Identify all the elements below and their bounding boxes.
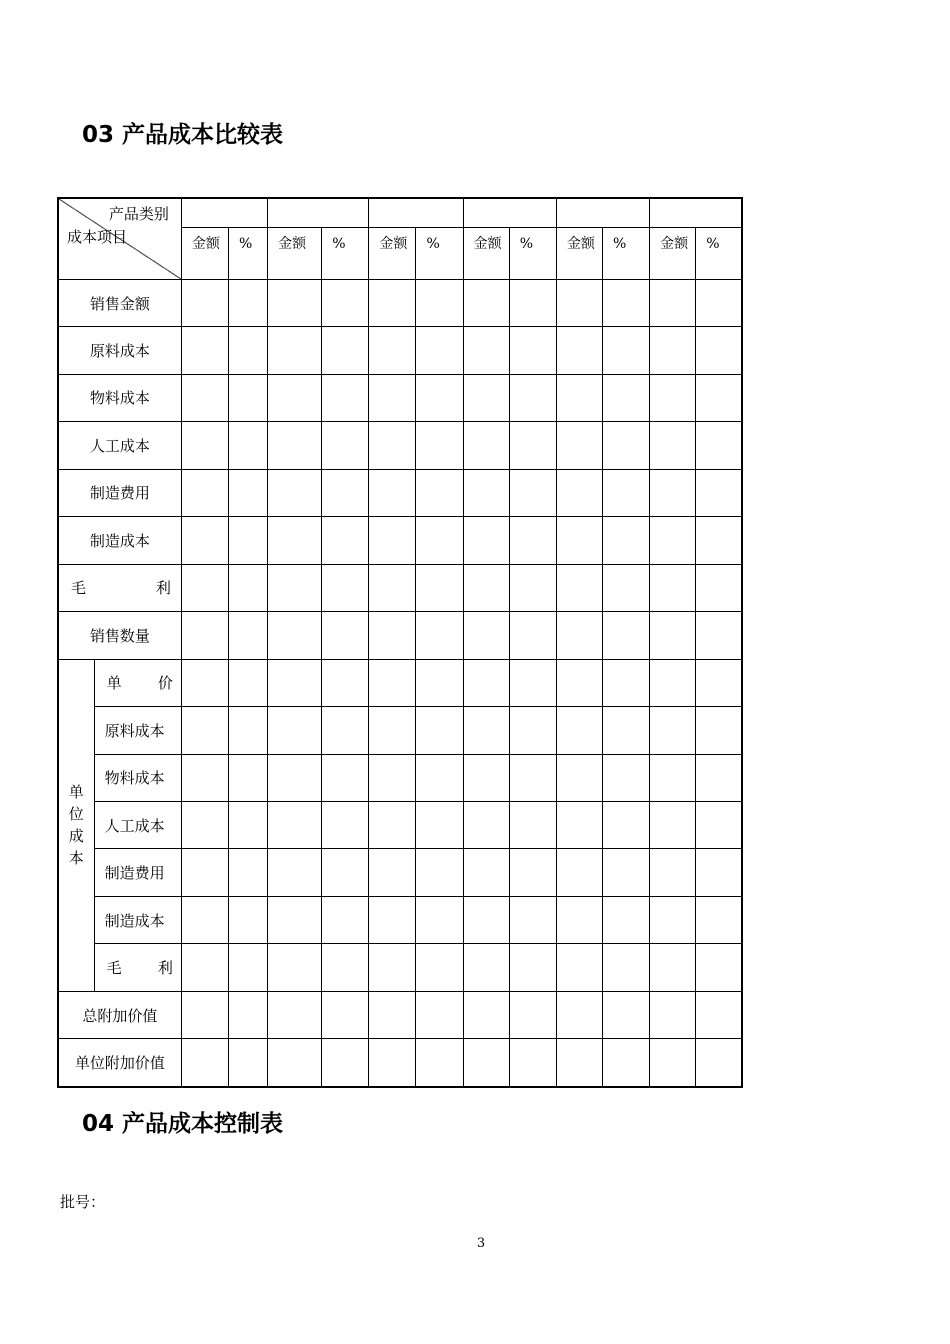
data-cell[interactable] bbox=[463, 612, 509, 659]
table-row bbox=[58, 564, 742, 611]
data-cell[interactable] bbox=[369, 896, 416, 943]
data-cell[interactable] bbox=[650, 944, 696, 991]
data-cell[interactable] bbox=[650, 469, 696, 516]
data-cell[interactable] bbox=[463, 707, 509, 754]
data-cell[interactable] bbox=[322, 422, 369, 469]
data-cell[interactable] bbox=[268, 944, 322, 991]
data-cell[interactable] bbox=[181, 896, 228, 943]
data-cell[interactable] bbox=[369, 659, 416, 706]
category-header-cell[interactable] bbox=[268, 198, 369, 228]
table-row bbox=[58, 327, 742, 374]
data-cell[interactable] bbox=[228, 707, 267, 754]
data-cell[interactable] bbox=[696, 707, 742, 754]
data-cell[interactable] bbox=[509, 849, 556, 896]
data-cell[interactable] bbox=[602, 374, 649, 421]
data-cell[interactable] bbox=[416, 279, 463, 326]
data-cell[interactable] bbox=[322, 849, 369, 896]
table-row bbox=[58, 944, 742, 991]
data-cell[interactable] bbox=[228, 422, 267, 469]
data-cell[interactable] bbox=[602, 564, 649, 611]
data-cell[interactable] bbox=[650, 374, 696, 421]
corner-label-cost-item: 成本项目 bbox=[67, 228, 128, 246]
data-cell[interactable] bbox=[602, 517, 649, 564]
data-cell[interactable] bbox=[369, 374, 416, 421]
data-cell[interactable] bbox=[463, 327, 509, 374]
data-cell[interactable] bbox=[322, 991, 369, 1038]
data-cell[interactable] bbox=[463, 991, 509, 1038]
data-cell[interactable] bbox=[268, 612, 322, 659]
subheader-amount: 金额 bbox=[369, 228, 416, 280]
data-cell[interactable] bbox=[369, 327, 416, 374]
group-label-char: 单 bbox=[68, 783, 84, 802]
data-cell[interactable] bbox=[268, 517, 322, 564]
data-cell[interactable] bbox=[181, 374, 228, 421]
table-row bbox=[58, 374, 742, 421]
row-label: 制造费用 bbox=[58, 469, 181, 516]
data-cell[interactable] bbox=[602, 659, 649, 706]
data-cell[interactable] bbox=[181, 801, 228, 848]
data-cell[interactable] bbox=[416, 754, 463, 801]
data-cell[interactable] bbox=[322, 327, 369, 374]
category-header-cell[interactable] bbox=[650, 198, 742, 228]
data-cell[interactable] bbox=[556, 849, 602, 896]
data-cell[interactable] bbox=[181, 517, 228, 564]
unit-row-label: 制造费用 bbox=[94, 849, 181, 896]
unit-cost-group-label bbox=[58, 659, 94, 991]
data-cell[interactable] bbox=[369, 517, 416, 564]
data-cell[interactable] bbox=[463, 564, 509, 611]
data-cell[interactable] bbox=[369, 469, 416, 516]
data-cell[interactable] bbox=[509, 896, 556, 943]
data-cell[interactable] bbox=[556, 279, 602, 326]
data-cell[interactable] bbox=[650, 659, 696, 706]
category-header-cell[interactable] bbox=[369, 198, 463, 228]
data-cell[interactable] bbox=[556, 944, 602, 991]
data-cell[interactable] bbox=[369, 612, 416, 659]
data-cell[interactable] bbox=[228, 896, 267, 943]
data-cell[interactable] bbox=[181, 707, 228, 754]
unit-row-label: 单 价 bbox=[94, 659, 181, 706]
subheader-percent: % bbox=[509, 228, 556, 280]
data-cell[interactable] bbox=[181, 1039, 228, 1087]
data-cell[interactable] bbox=[696, 754, 742, 801]
data-cell[interactable] bbox=[416, 896, 463, 943]
row-label: 单位附加价值 bbox=[58, 1039, 181, 1087]
data-cell[interactable] bbox=[696, 374, 742, 421]
row-label: 毛 利 bbox=[58, 564, 181, 611]
data-cell[interactable] bbox=[463, 469, 509, 516]
table-row bbox=[58, 612, 742, 659]
data-cell[interactable] bbox=[509, 1039, 556, 1087]
data-cell[interactable] bbox=[650, 896, 696, 943]
data-cell[interactable] bbox=[650, 422, 696, 469]
data-cell[interactable] bbox=[556, 564, 602, 611]
subheader-percent: % bbox=[228, 228, 267, 280]
data-cell[interactable] bbox=[228, 849, 267, 896]
subheader-percent: % bbox=[696, 228, 742, 280]
data-cell[interactable] bbox=[509, 422, 556, 469]
row-label: 销售数量 bbox=[58, 612, 181, 659]
subheader-amount: 金额 bbox=[463, 228, 509, 280]
data-cell[interactable] bbox=[416, 659, 463, 706]
data-cell[interactable] bbox=[369, 944, 416, 991]
data-cell[interactable] bbox=[602, 327, 649, 374]
data-cell[interactable] bbox=[696, 564, 742, 611]
data-cell[interactable] bbox=[416, 944, 463, 991]
data-cell[interactable] bbox=[509, 659, 556, 706]
subheader-percent: % bbox=[322, 228, 369, 280]
data-cell[interactable] bbox=[556, 659, 602, 706]
unit-row-label: 原料成本 bbox=[94, 707, 181, 754]
data-cell[interactable] bbox=[369, 754, 416, 801]
data-cell[interactable] bbox=[416, 422, 463, 469]
data-cell[interactable] bbox=[181, 944, 228, 991]
row-label: 总附加价值 bbox=[58, 991, 181, 1038]
data-cell[interactable] bbox=[416, 517, 463, 564]
row-label: 物料成本 bbox=[58, 374, 181, 421]
data-cell[interactable] bbox=[268, 422, 322, 469]
data-cell[interactable] bbox=[416, 612, 463, 659]
header-row-categories bbox=[58, 198, 742, 228]
data-cell[interactable] bbox=[228, 374, 267, 421]
data-cell[interactable] bbox=[650, 327, 696, 374]
data-cell[interactable] bbox=[509, 564, 556, 611]
data-cell[interactable] bbox=[602, 612, 649, 659]
data-cell[interactable] bbox=[509, 327, 556, 374]
data-cell[interactable] bbox=[650, 801, 696, 848]
data-cell[interactable] bbox=[369, 1039, 416, 1087]
data-cell[interactable] bbox=[322, 707, 369, 754]
table-row bbox=[58, 1039, 742, 1087]
data-cell[interactable] bbox=[181, 327, 228, 374]
section-title-cost-comparison: 03 产品成本比较表 bbox=[82, 122, 284, 148]
subheader-amount: 金额 bbox=[556, 228, 602, 280]
table-row bbox=[58, 991, 742, 1038]
data-cell[interactable] bbox=[228, 944, 267, 991]
table-row bbox=[58, 754, 742, 801]
data-cell[interactable] bbox=[650, 564, 696, 611]
data-cell[interactable] bbox=[509, 279, 556, 326]
data-cell[interactable] bbox=[650, 1039, 696, 1087]
data-cell[interactable] bbox=[268, 469, 322, 516]
data-cell[interactable] bbox=[228, 469, 267, 516]
data-cell[interactable] bbox=[416, 327, 463, 374]
subheader-percent: % bbox=[602, 228, 649, 280]
data-cell[interactable] bbox=[268, 896, 322, 943]
data-cell[interactable] bbox=[416, 1039, 463, 1087]
data-cell[interactable] bbox=[228, 327, 267, 374]
unit-row-label: 人工成本 bbox=[94, 801, 181, 848]
table-row bbox=[58, 469, 742, 516]
data-cell[interactable] bbox=[228, 612, 267, 659]
data-cell[interactable] bbox=[322, 612, 369, 659]
data-cell[interactable] bbox=[556, 469, 602, 516]
subheader-percent: % bbox=[416, 228, 463, 280]
data-cell[interactable] bbox=[602, 754, 649, 801]
table-row bbox=[58, 517, 742, 564]
data-cell[interactable] bbox=[268, 1039, 322, 1087]
category-header-cell[interactable] bbox=[181, 198, 267, 228]
data-cell[interactable] bbox=[369, 564, 416, 611]
data-cell[interactable] bbox=[181, 469, 228, 516]
corner-header-cell bbox=[58, 198, 181, 279]
data-cell[interactable] bbox=[228, 564, 267, 611]
data-cell[interactable] bbox=[463, 849, 509, 896]
data-cell[interactable] bbox=[650, 279, 696, 326]
data-cell[interactable] bbox=[556, 801, 602, 848]
data-cell[interactable] bbox=[602, 469, 649, 516]
data-cell[interactable] bbox=[369, 991, 416, 1038]
data-cell[interactable] bbox=[369, 279, 416, 326]
data-cell[interactable] bbox=[322, 374, 369, 421]
table-row bbox=[58, 801, 742, 848]
data-cell[interactable] bbox=[602, 801, 649, 848]
data-cell[interactable] bbox=[509, 754, 556, 801]
row-label: 人工成本 bbox=[58, 422, 181, 469]
data-cell[interactable] bbox=[509, 707, 556, 754]
data-cell[interactable] bbox=[509, 944, 556, 991]
data-cell[interactable] bbox=[416, 469, 463, 516]
data-cell[interactable] bbox=[181, 991, 228, 1038]
product-cost-comparison-table bbox=[57, 197, 743, 1088]
data-cell[interactable] bbox=[509, 469, 556, 516]
data-cell[interactable] bbox=[602, 1039, 649, 1087]
data-cell[interactable] bbox=[268, 659, 322, 706]
corner-label-product-category: 产品类别 bbox=[108, 205, 169, 223]
data-cell[interactable] bbox=[602, 944, 649, 991]
group-label-char: 位 bbox=[68, 805, 84, 824]
data-cell[interactable] bbox=[463, 801, 509, 848]
data-cell[interactable] bbox=[322, 1039, 369, 1087]
data-cell[interactable] bbox=[650, 707, 696, 754]
data-cell[interactable] bbox=[228, 991, 267, 1038]
category-header-cell[interactable] bbox=[556, 198, 649, 228]
data-cell[interactable] bbox=[696, 944, 742, 991]
data-cell[interactable] bbox=[696, 327, 742, 374]
data-cell[interactable] bbox=[268, 849, 322, 896]
data-cell[interactable] bbox=[556, 612, 602, 659]
data-cell[interactable] bbox=[322, 659, 369, 706]
table-row bbox=[58, 659, 742, 706]
data-cell[interactable] bbox=[463, 944, 509, 991]
row-label: 原料成本 bbox=[58, 327, 181, 374]
data-cell[interactable] bbox=[416, 849, 463, 896]
data-cell[interactable] bbox=[369, 801, 416, 848]
data-cell[interactable] bbox=[509, 991, 556, 1038]
data-cell[interactable] bbox=[650, 517, 696, 564]
data-cell[interactable] bbox=[181, 279, 228, 326]
data-cell[interactable] bbox=[696, 991, 742, 1038]
subheader-amount: 金额 bbox=[268, 228, 322, 280]
data-cell[interactable] bbox=[181, 754, 228, 801]
data-cell[interactable] bbox=[509, 517, 556, 564]
data-cell[interactable] bbox=[463, 279, 509, 326]
data-cell[interactable] bbox=[268, 564, 322, 611]
data-cell[interactable] bbox=[696, 1039, 742, 1087]
subheader-amount: 金额 bbox=[181, 228, 228, 280]
data-cell[interactable] bbox=[556, 1039, 602, 1087]
data-cell[interactable] bbox=[696, 849, 742, 896]
data-cell[interactable] bbox=[228, 754, 267, 801]
data-cell[interactable] bbox=[556, 517, 602, 564]
data-cell[interactable] bbox=[228, 801, 267, 848]
data-cell[interactable] bbox=[696, 517, 742, 564]
data-cell[interactable] bbox=[650, 754, 696, 801]
data-cell[interactable] bbox=[322, 896, 369, 943]
data-cell[interactable] bbox=[322, 564, 369, 611]
section-title-cost-control: 04 产品成本控制表 bbox=[82, 1111, 284, 1137]
data-cell[interactable] bbox=[181, 422, 228, 469]
data-cell[interactable] bbox=[509, 612, 556, 659]
data-cell[interactable] bbox=[602, 849, 649, 896]
subheader-amount: 金额 bbox=[650, 228, 696, 280]
data-cell[interactable] bbox=[556, 991, 602, 1038]
data-cell[interactable] bbox=[650, 991, 696, 1038]
table-row bbox=[58, 279, 742, 326]
data-cell[interactable] bbox=[322, 279, 369, 326]
data-cell[interactable] bbox=[696, 659, 742, 706]
data-cell[interactable] bbox=[322, 469, 369, 516]
unit-row-label: 毛 利 bbox=[94, 944, 181, 991]
data-cell[interactable] bbox=[181, 564, 228, 611]
data-cell[interactable] bbox=[268, 327, 322, 374]
row-label: 销售金额 bbox=[58, 279, 181, 326]
data-cell[interactable] bbox=[416, 991, 463, 1038]
data-cell[interactable] bbox=[463, 896, 509, 943]
category-header-cell[interactable] bbox=[463, 198, 556, 228]
data-cell[interactable] bbox=[322, 801, 369, 848]
data-cell[interactable] bbox=[556, 422, 602, 469]
data-cell[interactable] bbox=[181, 849, 228, 896]
data-cell[interactable] bbox=[268, 991, 322, 1038]
data-cell[interactable] bbox=[696, 896, 742, 943]
data-cell[interactable] bbox=[556, 327, 602, 374]
data-cell[interactable] bbox=[650, 849, 696, 896]
data-cell[interactable] bbox=[602, 991, 649, 1038]
data-cell[interactable] bbox=[322, 517, 369, 564]
data-cell[interactable] bbox=[696, 801, 742, 848]
data-cell[interactable] bbox=[369, 707, 416, 754]
data-cell[interactable] bbox=[650, 612, 696, 659]
data-cell[interactable] bbox=[463, 517, 509, 564]
data-cell[interactable] bbox=[268, 754, 322, 801]
data-cell[interactable] bbox=[228, 279, 267, 326]
data-cell[interactable] bbox=[268, 801, 322, 848]
data-cell[interactable] bbox=[556, 754, 602, 801]
data-cell[interactable] bbox=[463, 754, 509, 801]
data-cell[interactable] bbox=[228, 1039, 267, 1087]
data-cell[interactable] bbox=[181, 659, 228, 706]
data-cell[interactable] bbox=[556, 896, 602, 943]
data-cell[interactable] bbox=[696, 279, 742, 326]
data-cell[interactable] bbox=[509, 801, 556, 848]
data-cell[interactable] bbox=[369, 849, 416, 896]
data-cell[interactable] bbox=[696, 469, 742, 516]
data-cell[interactable] bbox=[602, 896, 649, 943]
data-cell[interactable] bbox=[268, 374, 322, 421]
data-cell[interactable] bbox=[463, 374, 509, 421]
unit-row-label: 物料成本 bbox=[94, 754, 181, 801]
data-cell[interactable] bbox=[228, 517, 267, 564]
data-cell[interactable] bbox=[416, 374, 463, 421]
row-label: 制造成本 bbox=[58, 517, 181, 564]
data-cell[interactable] bbox=[556, 707, 602, 754]
group-label-char: 本 bbox=[68, 849, 84, 868]
data-cell[interactable] bbox=[181, 612, 228, 659]
data-cell[interactable] bbox=[463, 422, 509, 469]
data-cell[interactable] bbox=[602, 422, 649, 469]
data-cell[interactable] bbox=[556, 374, 602, 421]
table-row bbox=[58, 422, 742, 469]
data-cell[interactable] bbox=[416, 564, 463, 611]
batch-number-label: 批号： bbox=[60, 1193, 106, 1211]
data-cell[interactable] bbox=[416, 707, 463, 754]
unit-row-label: 制造成本 bbox=[94, 896, 181, 943]
data-cell[interactable] bbox=[268, 279, 322, 326]
data-cell[interactable] bbox=[509, 374, 556, 421]
data-cell[interactable] bbox=[416, 801, 463, 848]
data-cell[interactable] bbox=[268, 707, 322, 754]
data-cell[interactable] bbox=[602, 707, 649, 754]
data-cell[interactable] bbox=[322, 754, 369, 801]
data-cell[interactable] bbox=[602, 279, 649, 326]
data-cell[interactable] bbox=[696, 612, 742, 659]
group-label-char: 成 bbox=[68, 827, 84, 846]
page-number: 3 bbox=[476, 1236, 486, 1251]
data-cell[interactable] bbox=[369, 422, 416, 469]
data-cell[interactable] bbox=[463, 659, 509, 706]
data-cell[interactable] bbox=[228, 659, 267, 706]
table-row bbox=[58, 707, 742, 754]
data-cell[interactable] bbox=[463, 1039, 509, 1087]
data-cell[interactable] bbox=[322, 944, 369, 991]
data-cell[interactable] bbox=[696, 422, 742, 469]
table-row bbox=[58, 849, 742, 896]
table-row bbox=[58, 896, 742, 943]
